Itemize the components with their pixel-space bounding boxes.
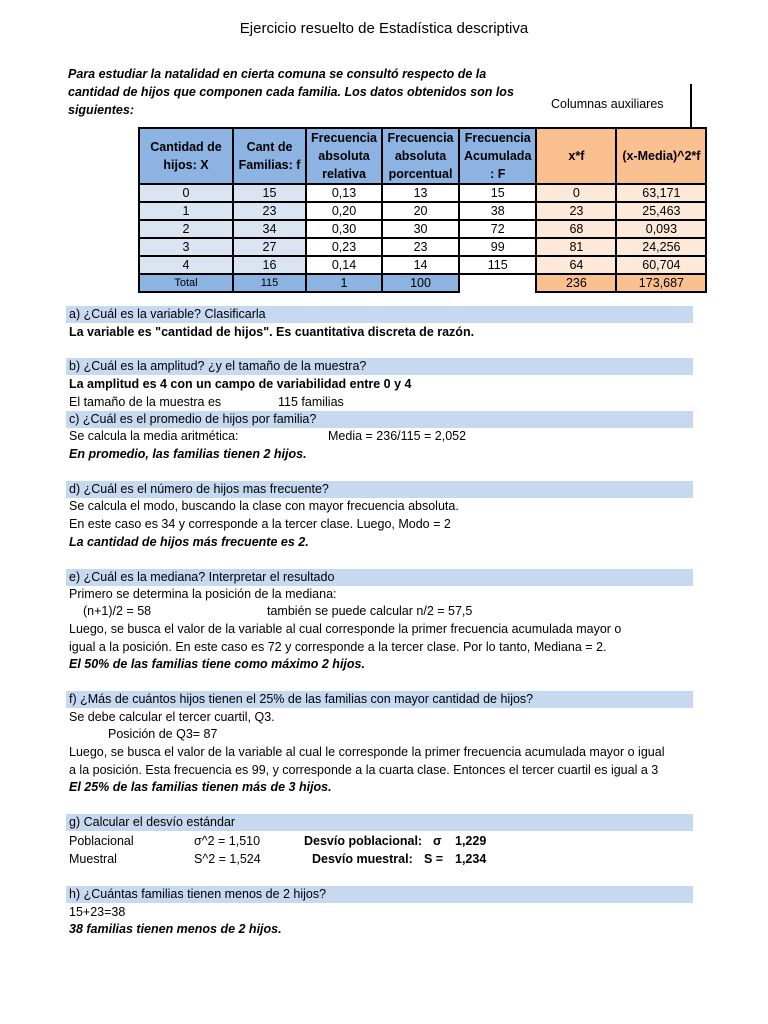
header-cant-familias: Cant de Familias: f bbox=[233, 128, 306, 184]
answer-e-line3: Luego, se busca el valor de la variable al cual corresponde la primer frecuencia acumulada mayor o bbox=[69, 622, 622, 636]
total-fp: 100 bbox=[382, 274, 459, 292]
cell-x: 2 bbox=[139, 220, 233, 238]
question-h: h) ¿Cuántas familias tienen menos de 2 hijos? bbox=[69, 887, 327, 901]
answer-c-line1-value: Media = 236/115 = 2,052 bbox=[328, 429, 467, 443]
cell-dev: 24,256 bbox=[616, 238, 706, 256]
cell-fa: 15 bbox=[459, 184, 536, 202]
total-fr: 1 bbox=[306, 274, 382, 292]
answer-c-line1-label: Se calcula la media aritmética: bbox=[69, 429, 239, 443]
cell-fr: 0,23 bbox=[306, 238, 382, 256]
cell-fp: 13 bbox=[382, 184, 459, 202]
header-frec-relativa: Frecuencia absoluta relativa bbox=[306, 128, 382, 184]
answer-b-line2-value: 115 familias bbox=[278, 395, 344, 409]
cell-xf: 81 bbox=[536, 238, 616, 256]
answer-f-line3: Luego, se busca el valor de la variable al cual le corresponde la primer frecuencia acumulada mayor o igual bbox=[69, 745, 665, 759]
cell-x: 3 bbox=[139, 238, 233, 256]
answer-e-line2b: también se puede calcular n/2 = 57,5 bbox=[267, 604, 473, 618]
answer-h-line1: 15+23=38 bbox=[69, 905, 126, 919]
cell-dev: 63,171 bbox=[616, 184, 706, 202]
header-xf: x*f bbox=[536, 128, 616, 184]
cell-x: 4 bbox=[139, 256, 233, 274]
intro-text: Para estudiar la natalidad en cierta comuna se consultó respecto de la cantidad de hijos que componen cada familia. Los datos obtenidos son los siguientes: bbox=[68, 67, 514, 117]
table-header-row bbox=[139, 128, 706, 184]
table-row bbox=[139, 238, 706, 256]
answer-f-line2: Posición de Q3= 87 bbox=[108, 727, 218, 741]
poblacional-label: Poblacional bbox=[69, 834, 134, 848]
cell-xf: 68 bbox=[536, 220, 616, 238]
total-dev: 173,687 bbox=[616, 274, 706, 292]
total-empty bbox=[459, 274, 536, 292]
cell-fr: 0,20 bbox=[306, 202, 382, 220]
cell-fa: 72 bbox=[459, 220, 536, 238]
question-e: e) ¿Cuál es la mediana? Interpretar el resultado bbox=[69, 570, 335, 584]
cell-fr: 0,30 bbox=[306, 220, 382, 238]
cell-f: 27 bbox=[233, 238, 306, 256]
cell-dev: 25,463 bbox=[616, 202, 706, 220]
table-row bbox=[139, 220, 706, 238]
cell-dev: 60,704 bbox=[616, 256, 706, 274]
cell-fa: 99 bbox=[459, 238, 536, 256]
answer-e-line1: Primero se determina la posición de la mediana: bbox=[69, 587, 337, 601]
table-total-row bbox=[139, 274, 706, 292]
table-row bbox=[139, 202, 706, 220]
header-frec-acumulada: Frecuencia Acumulada : F bbox=[459, 128, 536, 184]
cell-fa: 38 bbox=[459, 202, 536, 220]
answer-f-line1: Se debe calcular el tercer cuartil, Q3. bbox=[69, 710, 275, 724]
cell-f: 23 bbox=[233, 202, 306, 220]
muestral-label: Muestral bbox=[69, 852, 117, 866]
cell-f: 16 bbox=[233, 256, 306, 274]
answer-e-line4: igual a la posición. En este caso es 72 y corresponde a la tercer clase. Por lo tanto, Mediana = 2. bbox=[69, 640, 607, 654]
cell-x: 1 bbox=[139, 202, 233, 220]
question-a: a) ¿Cuál es la variable? Clasificarla bbox=[69, 307, 266, 321]
cell-fr: 0,13 bbox=[306, 184, 382, 202]
answer-d-conclusion: La cantidad de hijos más frecuente es 2. bbox=[69, 535, 309, 549]
question-b: b) ¿Cuál es la amplitud? ¿y el tamaño de la muestra? bbox=[69, 359, 367, 373]
total-f: 115 bbox=[233, 274, 306, 292]
answer-h-conclusion: 38 familias tienen menos de 2 hijos. bbox=[69, 922, 282, 936]
total-label: Total bbox=[139, 274, 233, 292]
header-desv-cuadrado: (x-Media)^2*f bbox=[616, 128, 706, 184]
poblacional-variance: σ^2 = 1,510 bbox=[194, 834, 261, 848]
cell-fa: 115 bbox=[459, 256, 536, 274]
question-d: d) ¿Cuál es el número de hijos mas frecuente? bbox=[69, 482, 329, 496]
question-g: g) Calcular el desvío estándar bbox=[69, 815, 236, 829]
poblacional-desvio-label: Desvío poblacional: bbox=[304, 834, 423, 848]
header-frec-porcentual: Frecuencia absoluta porcentual bbox=[382, 128, 459, 184]
answer-b-line2-label: El tamaño de la muestra es bbox=[69, 395, 222, 409]
question-f: f) ¿Más de cuántos hijos tienen el 25% de las familias con mayor cantidad de hijos? bbox=[69, 692, 534, 706]
total-xf: 236 bbox=[536, 274, 616, 292]
muestral-s: S = bbox=[424, 852, 444, 866]
table-row bbox=[139, 256, 706, 274]
page-title: Ejercicio resuelto de Estadística descriptiva bbox=[239, 20, 529, 37]
answer-e-line2a: (n+1)/2 = 58 bbox=[83, 604, 152, 618]
question-c: c) ¿Cuál es el promedio de hijos por familia? bbox=[69, 412, 317, 426]
cell-fp: 14 bbox=[382, 256, 459, 274]
cell-fp: 30 bbox=[382, 220, 459, 238]
answer-a: La variable es "cantidad de hijos". Es cuantitativa discreta de razón. bbox=[69, 325, 475, 339]
cell-fp: 23 bbox=[382, 238, 459, 256]
cell-xf: 23 bbox=[536, 202, 616, 220]
cell-xf: 64 bbox=[536, 256, 616, 274]
poblacional-sigma: σ bbox=[433, 834, 442, 848]
header-cantidad-hijos: Cantidad de hijos: X bbox=[139, 128, 233, 184]
cell-xf: 0 bbox=[536, 184, 616, 202]
answer-c-conclusion: En promedio, las familias tienen 2 hijos. bbox=[69, 447, 307, 461]
cell-f: 34 bbox=[233, 220, 306, 238]
answer-f-line4: a la posición. Esta frecuencia es 99, y corresponde a la cuarta clase. Entonces el tercer cuartil es igual a 3 bbox=[69, 763, 659, 777]
cell-f: 15 bbox=[233, 184, 306, 202]
cell-fp: 20 bbox=[382, 202, 459, 220]
answer-e-conclusion: El 50% de las familias tiene como máximo 2 hijos. bbox=[69, 657, 365, 671]
answer-f-conclusion: El 25% de las familias tienen más de 3 hijos. bbox=[69, 780, 332, 794]
answer-b-line1: La amplitud es 4 con un campo de variabilidad entre 0 y 4 bbox=[69, 377, 412, 391]
poblacional-desvio-value: 1,229 bbox=[455, 834, 487, 848]
answer-d-line1: Se calcula el modo, buscando la clase con mayor frecuencia absoluta. bbox=[69, 499, 459, 513]
muestral-desvio-label: Desvío muestral: bbox=[312, 852, 413, 866]
cell-dev: 0,093 bbox=[616, 220, 706, 238]
aux-columns-label: Columnas auxiliares bbox=[551, 97, 664, 111]
answer-d-line2: En este caso es 34 y corresponde a la tercer clase. Luego, Modo = 2 bbox=[69, 517, 451, 531]
cell-fr: 0,14 bbox=[306, 256, 382, 274]
cell-x: 0 bbox=[139, 184, 233, 202]
muestral-desvio-value: 1,234 bbox=[455, 852, 487, 866]
frequency-table bbox=[138, 127, 707, 293]
muestral-variance: S^2 = 1,524 bbox=[194, 852, 261, 866]
table-row bbox=[139, 184, 706, 202]
